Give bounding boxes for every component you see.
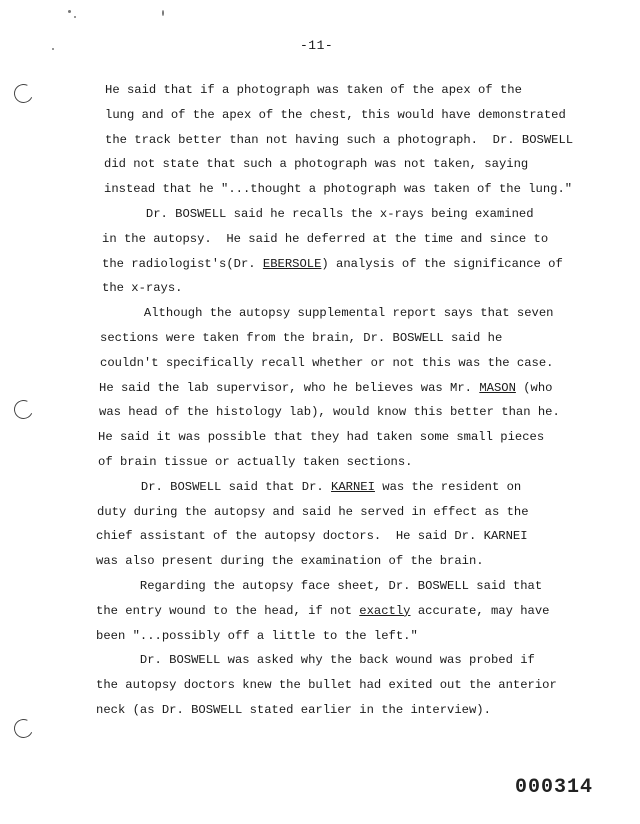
text-line: sections were taken from the brain, Dr. BOSWELL said he [100, 330, 503, 345]
body-text [96, 78, 596, 723]
text-line: Although the autopsy supplemental report says that seven [100, 306, 554, 321]
scan-speck [52, 48, 54, 50]
text-line: the x-rays. [102, 281, 183, 296]
text-line: Dr. BOSWELL said he recalls the x-rays being examined [102, 206, 534, 221]
text-line: did not state that such a photograph was not taken, saying [104, 157, 529, 172]
document-id-stamp: 000314 [515, 776, 594, 799]
punch-hole-icon [11, 81, 35, 105]
text-line: was also present during the examination of the brain. [96, 554, 484, 569]
text-line: lung and of the apex of the chest, this would have demonstrated [105, 107, 566, 122]
scan-speck [68, 10, 71, 13]
underlined-name: exactly [359, 603, 411, 618]
text-line: of brain tissue or actually taken sections. [98, 454, 413, 469]
text-line: He said the lab supervisor, who he believes was Mr. MASON (who [99, 380, 553, 395]
text-line: Regarding the autopsy face sheet, Dr. BOSWELL said that [96, 578, 543, 593]
page-number: -11- [300, 38, 334, 53]
text-line: He said it was possible that they had taken some small pieces [98, 430, 545, 445]
text-line: duty during the autopsy and said he served in effect as the [97, 504, 529, 519]
text-line: He said that if a photograph was taken of the apex of the [105, 83, 522, 97]
text-line: the track better than not having such a photograph. Dr. BOSWELL [105, 132, 574, 147]
underlined-name: MASON [479, 380, 516, 395]
underlined-name: EBERSOLE [262, 256, 322, 271]
text-line: Dr. BOSWELL said that Dr. KARNEI was the resident on [97, 479, 522, 494]
punch-hole-icon [11, 397, 35, 421]
text-line: was head of the histology lab), would know this better than he. [99, 405, 560, 420]
text-line: the radiologist's(Dr. EBERSOLE) analysis of the significance of [102, 256, 563, 271]
scan-speck [74, 16, 76, 18]
text-line: chief assistant of the autopsy doctors. He said Dr. KARNEI [96, 529, 528, 544]
text-line: instead that he "...thought a photograph was taken of the lung." [104, 182, 573, 197]
text-line: in the autopsy. He said he deferred at the time and since to [102, 231, 549, 246]
text-line: the entry wound to the head, if not exactly accurate, may have [96, 603, 550, 618]
text-line: Dr. BOSWELL was asked why the back wound was probed if [96, 653, 535, 668]
scan-speck [162, 10, 164, 16]
text-line: couldn't specifically recall whether or not this was the case. [100, 355, 554, 370]
text-line: been "...possibly off a little to the left." [96, 628, 418, 643]
punch-hole-icon [11, 716, 35, 740]
text-line: neck (as Dr. BOSWELL stated earlier in the interview). [96, 702, 491, 717]
underlined-name: KARNEI [331, 479, 375, 494]
text-line: the autopsy doctors knew the bullet had exited out the anterior [96, 678, 557, 693]
